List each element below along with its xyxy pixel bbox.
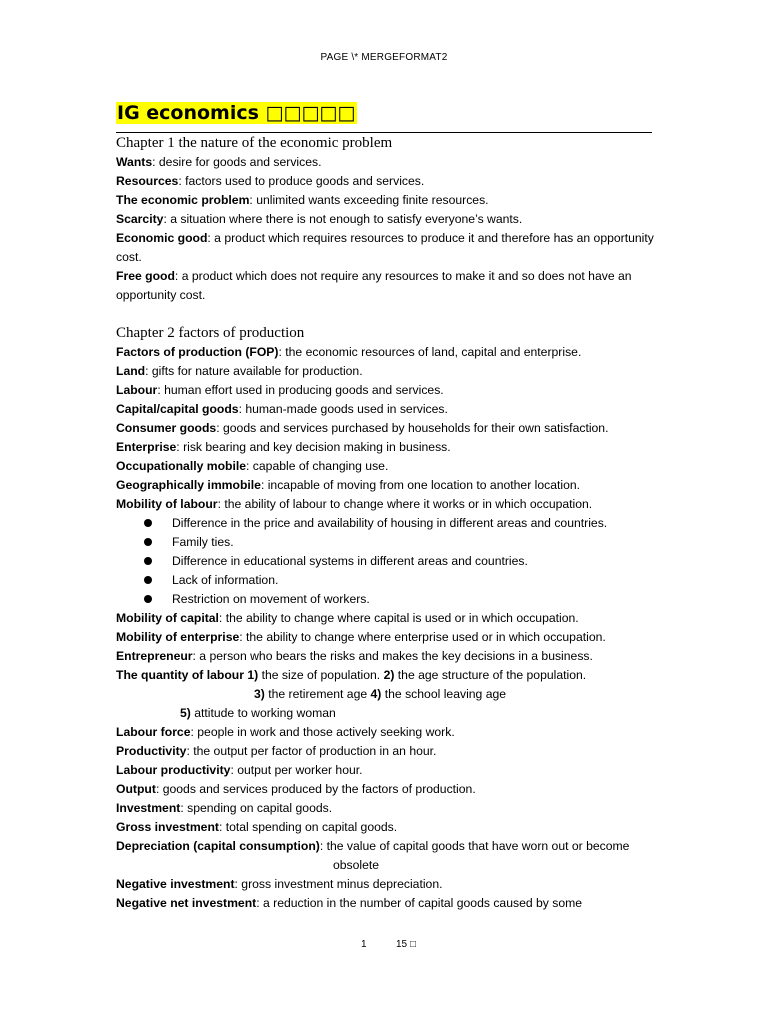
definition-text: : incapable of moving from one location to another location. [260,478,581,492]
bullet-icon [144,538,152,546]
definition-text: : output per worker hour. [230,763,363,777]
term: Scarcity [116,212,164,226]
term: Mobility of capital [116,611,219,625]
definition-mobility-of-labour [116,495,676,514]
term: Productivity [116,744,187,758]
definition-enterprise [116,438,676,457]
term: Output [116,782,156,796]
mobility-of-labour-factors [116,514,676,609]
bullet-text: Family ties. [172,535,234,549]
page-glyph: □ [410,939,417,950]
definition-factors-of-production-fop [116,343,676,362]
chapter-1-definitions [116,153,676,305]
term: Negative investment [116,877,235,891]
definition-text: : human-made goods used in services. [238,402,448,416]
definition-text: : capable of changing use. [246,459,389,473]
term: The economic problem [116,193,250,207]
term: Labour [116,383,158,397]
term: Labour productivity [116,763,231,777]
bullet-item [116,514,676,533]
term: Labour force [116,725,191,739]
definition-labour-force [116,723,676,742]
definition-text: : spending on capital goods. [180,801,333,815]
quantity-of-labour-line-2: 3) the retirement age 4) the school leaving age [254,687,507,701]
bullet-icon [144,519,152,527]
definition-text: : unlimited wants exceeding finite resources. [249,193,489,207]
definition-resources [116,172,676,191]
term: Capital/capital goods [116,402,239,416]
definition-text: : the ability to change where capital is used or in which occupation. [218,611,579,625]
definition-wants [116,153,676,172]
term: Entrepreneur [116,649,193,663]
definition-text: : the ability of labour to change where it works or in which occupation. [217,497,593,511]
bullet-item [116,590,676,609]
definition-entrepreneur [116,647,676,666]
definition-the-economic-problem [116,191,676,210]
bullet-item [116,571,676,590]
bullet-icon [144,557,152,565]
term: Factors of production (FOP) [116,345,279,359]
quantity-of-labour-line: The quantity of labour 1) the size of population. 2) the age structure of the population. [116,668,587,682]
definition-investment [116,799,676,818]
page-header: PAGE \* MERGEFORMAT2 [320,52,448,63]
term: Mobility of enterprise [116,630,240,644]
bullet-text: Restriction on movement of workers. [172,592,370,606]
definition-text: : desire for goods and services. [152,155,322,169]
definition-economic-good [116,229,656,267]
definition-text: : goods and services purchased by households for their own satisfaction. [216,421,609,435]
term: Enterprise [116,440,177,454]
quantity-of-labour-line-3: 5) attitude to working woman [180,706,336,720]
page-number: 1 [361,939,367,950]
chapter-2-definitions-a [116,343,676,514]
definition-text: : gifts for nature available for production. [145,364,363,378]
bullet-icon [144,576,152,584]
bullet-item [116,552,676,571]
definition-mobility-of-enterprise [116,628,676,647]
term: Resources [116,174,179,188]
definition-labour-productivity [116,761,676,780]
chapter-2-heading: Chapter 2 factors of production [116,325,305,341]
definition-text: : risk bearing and key decision making in business. [176,440,451,454]
bullet-icon [144,595,152,603]
definition-text: : people in work and those actively seeking work. [190,725,455,739]
definition-labour [116,381,676,400]
document-body [116,133,676,913]
term: Investment [116,801,181,815]
title-bar [116,102,652,133]
page-total: 15 [396,939,408,950]
definition-capital-capital-goods [116,400,676,419]
definition-text: : goods and services produced by the factors of production. [155,782,476,796]
definition-text: : human effort used in producing goods and services. [157,383,444,397]
definition-negative-net-investment [116,894,676,913]
bullet-text: Lack of information. [172,573,279,587]
definition-text: : the economic resources of land, capital and enterprise. [278,345,582,359]
document-title: IG economics □□□□□ [117,102,356,124]
definition-text: : a reduction in the number of capital goods caused by some [256,896,583,910]
definition-land [116,362,676,381]
definition-productivity [116,742,676,761]
definition-text: : a situation where there is not enough to satisfy everyone’s wants. [163,212,523,226]
definition-text: : gross investment minus depreciation. [234,877,443,891]
definition-text: : the ability to change where enterprise used or in which occupation. [239,630,606,644]
term: Land [116,364,146,378]
definition-negative-investment [116,875,676,894]
definition-text: : a person who bears the risks and makes the key decisions in a business. [192,649,593,663]
term: Gross investment [116,820,219,834]
chapter-2-definitions-b [116,609,676,666]
bullet-text: Difference in educational systems in different areas and countries. [172,554,528,568]
definition-depreciation: Depreciation (capital consumption): the value of capital goods that have worn out or become [116,839,630,853]
term: Wants [116,155,153,169]
definition-scarcity [116,210,676,229]
term: Negative net investment [116,896,257,910]
term: Consumer goods [116,421,217,435]
definition-text: : the output per factor of production in an hour. [186,744,437,758]
definition-consumer-goods [116,419,676,438]
definition-mobility-of-capital [116,609,676,628]
definition-free-good [116,267,656,305]
chapter-2-definitions-d [116,875,676,913]
definition-text: : factors used to produce goods and services. [178,174,425,188]
definition-text: : a product which requires resources to produce it and therefore has an opportunity cost. [116,231,654,264]
term: Occupationally mobile [116,459,247,473]
bullet-text: Difference in the price and availability of housing in different areas and countries. [172,516,608,530]
definition-depreciation-cont: obsolete [333,858,380,872]
definition-text: : total spending on capital goods. [218,820,398,834]
term: Free good [116,269,175,283]
term: Mobility of labour [116,497,218,511]
term: Geographically immobile [116,478,261,492]
definition-output [116,780,676,799]
definition-occupationally-mobile [116,457,676,476]
definition-geographically-immobile [116,476,676,495]
chapter-2-definitions-c [116,723,676,837]
bullet-item [116,533,676,552]
definition-gross-investment [116,818,676,837]
definition-text: : a product which does not require any resources to make it and so does not have an opportunity cost. [116,269,632,302]
term: Economic good [116,231,208,245]
chapter-1-heading: Chapter 1 the nature of the economic problem [116,135,393,151]
